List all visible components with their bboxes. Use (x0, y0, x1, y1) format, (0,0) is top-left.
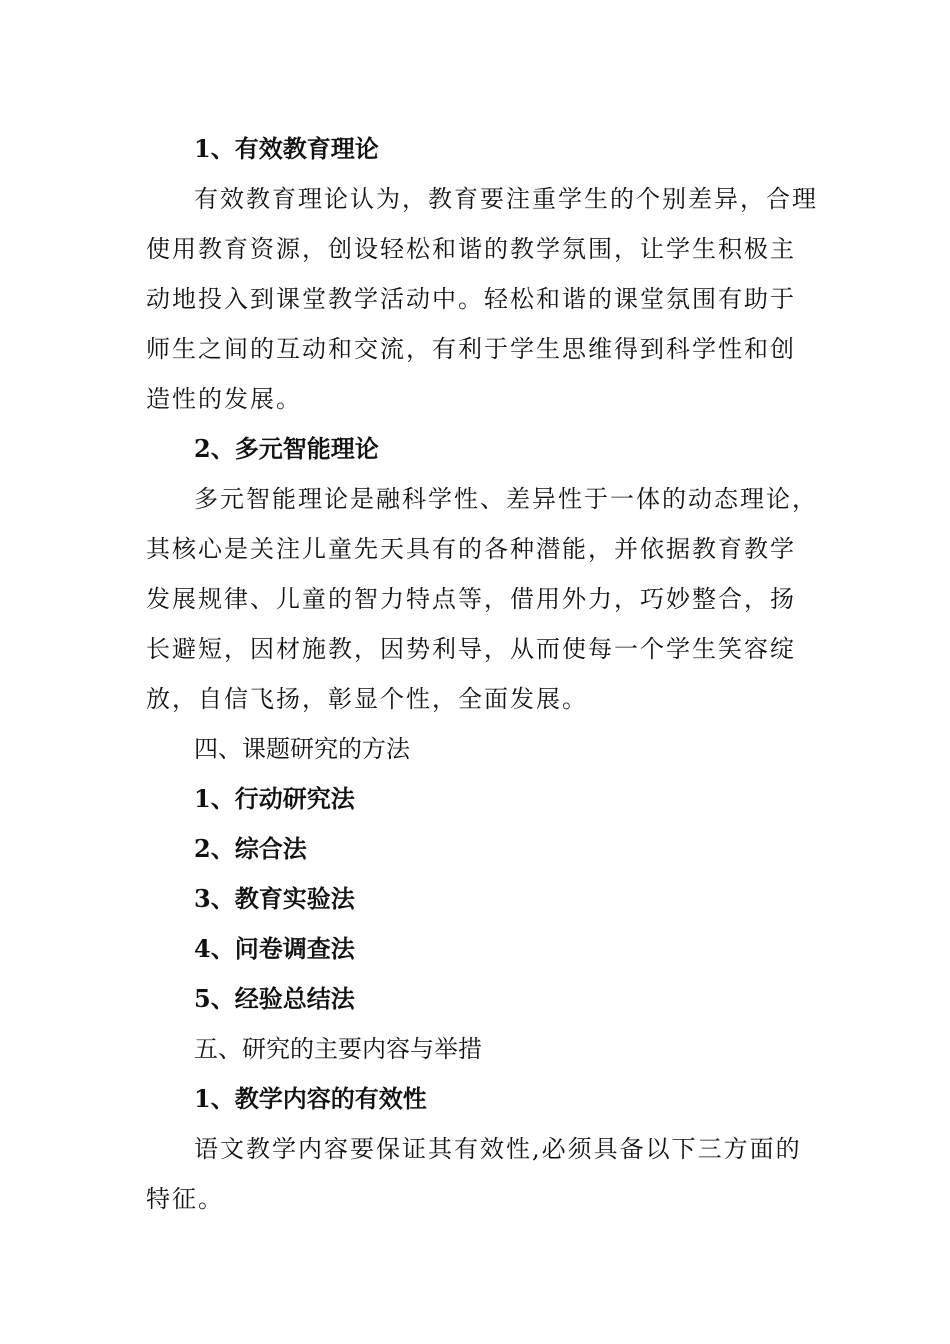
heading-teaching-content-effectiveness: 1、教学内容的有效性 (194, 1084, 427, 1113)
paragraph-line: 动地投入到课堂教学活动中。轻松和谐的课堂氛围有助于 (146, 285, 796, 313)
paragraph-multiple-intelligence-theory (146, 474, 818, 724)
paragraph-line: 使用教育资源，创设轻松和谐的教学氛围，让学生积极主 (146, 235, 796, 263)
heading-research-methods: 四、课题研究的方法 (194, 735, 410, 763)
heading-comprehensive-method: 2、综合法 (194, 834, 307, 863)
paragraph-line: 长避短，因材施教，因势利导，从而使每一个学生笑容绽 (146, 635, 796, 663)
document-body (146, 124, 818, 1224)
paragraph-line: 有效教育理论认为，教育要注重学生的个别差异，合理 (194, 185, 818, 213)
paragraph-teaching-content (146, 1124, 806, 1224)
heading-effective-education-theory: 1、有效教育理论 (194, 134, 379, 163)
paragraph-effective-education-theory (146, 174, 818, 424)
heading-main-content-measures: 五、研究的主要内容与举措 (194, 1035, 482, 1063)
paragraph-line: 师生之间的互动和交流，有利于学生思维得到科学性和创 (146, 335, 796, 363)
paragraph-line: 多元智能理论是融科学性、差异性于一体的动态理论， (194, 485, 818, 513)
paragraph-line: 放，自信飞扬，彰显个性，全面发展。 (146, 685, 588, 713)
heading-questionnaire-survey: 4、问卷调查法 (194, 934, 355, 963)
paragraph-line: 发展规律、儿童的智力特点等，借用外力，巧妙整合，扬 (146, 585, 796, 613)
heading-education-experiment: 3、教育实验法 (194, 884, 355, 913)
paragraph-line: 特征。 (146, 1185, 224, 1213)
paragraph-line: 语文教学内容要保证其有效性,必须具备以下三方面的 (194, 1135, 802, 1163)
heading-experience-summary: 5、经验总结法 (194, 984, 355, 1013)
heading-multiple-intelligence-theory: 2、多元智能理论 (194, 434, 379, 463)
paragraph-line: 造性的发展。 (146, 385, 302, 413)
heading-action-research: 1、行动研究法 (194, 784, 355, 813)
paragraph-line: 其核心是关注儿童先天具有的各种潜能，并依据教育教学 (146, 535, 796, 563)
